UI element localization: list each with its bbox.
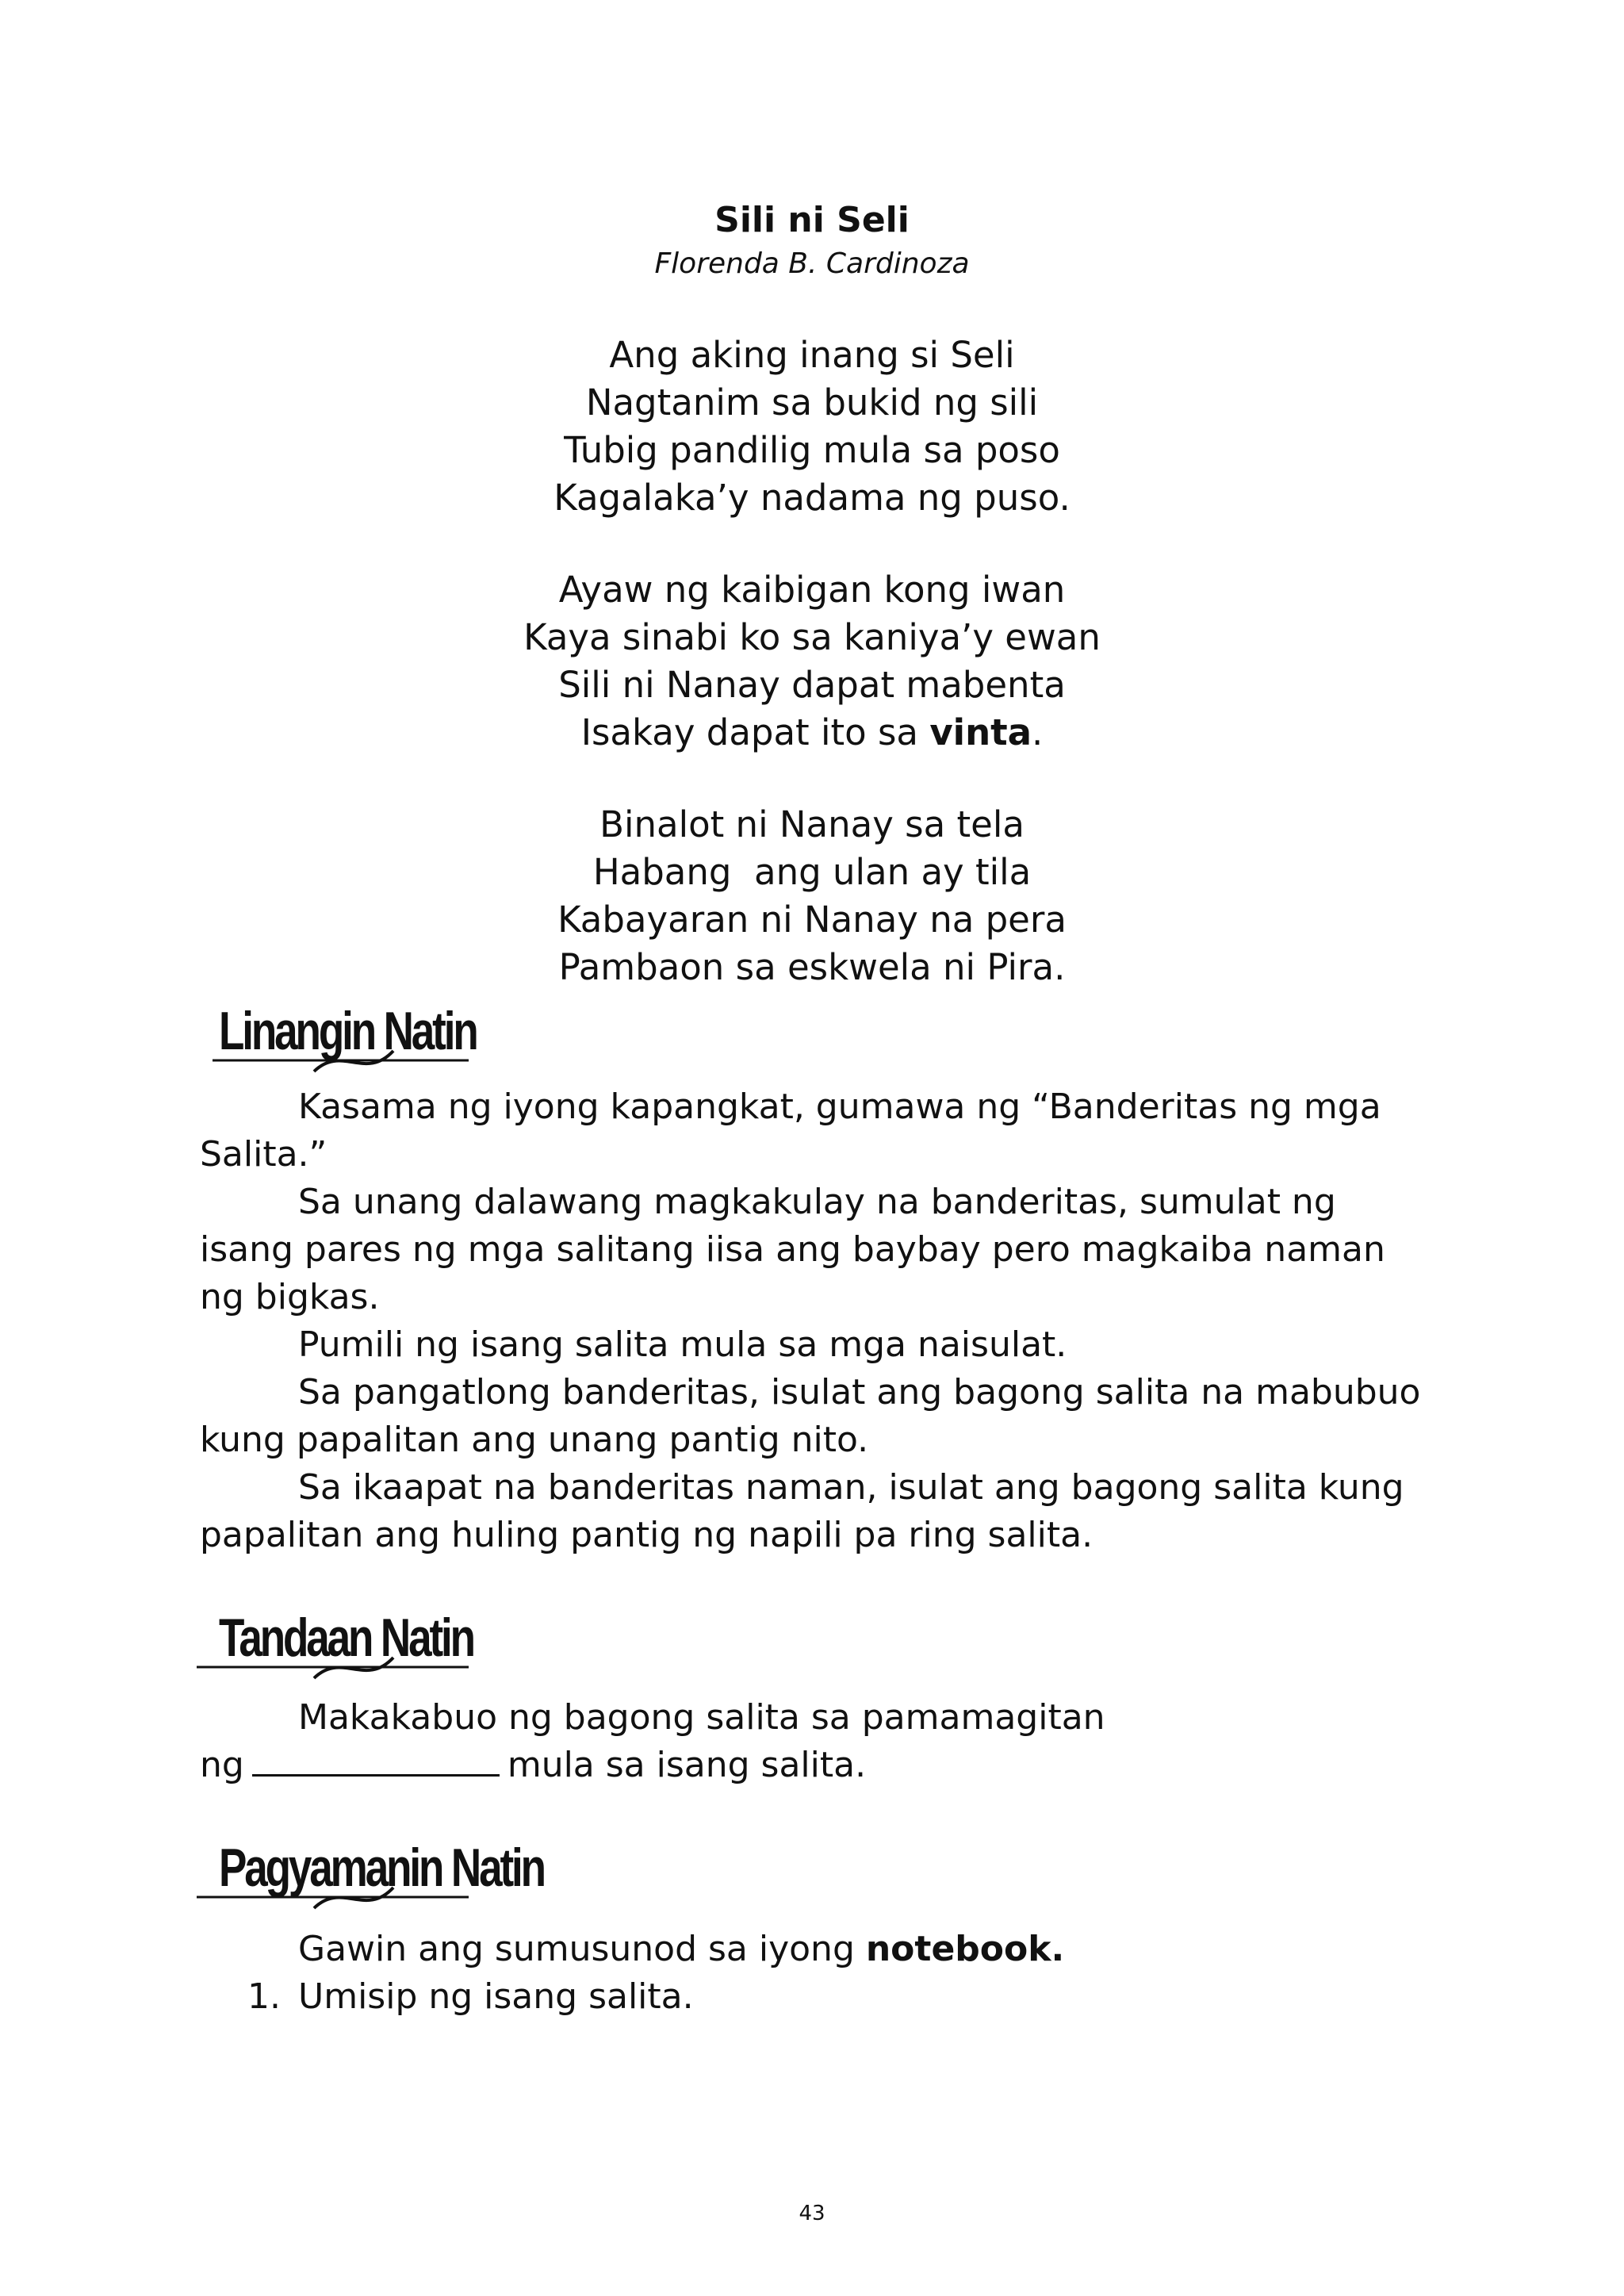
- poem-line-text: Isakay dapat ito sa: [580, 711, 930, 753]
- poem-stanza-2: [0, 566, 1624, 757]
- intro-bold: notebook.: [865, 1929, 1065, 1969]
- paragraph: Makakabuo ng bagong salita sa pamamagitan: [298, 1697, 1105, 1738]
- section-heading-text: Tandaan Natin: [219, 1608, 473, 1668]
- list-text: Umisip ng isang salita.: [298, 1976, 694, 2017]
- page-number: 43: [799, 2202, 825, 2225]
- poem-line-end: .: [1031, 711, 1044, 753]
- poem-line: [0, 709, 1624, 757]
- poem-line: Kagalaka’y nadama ng puso.: [553, 477, 1071, 519]
- poem-line: Nagtanim sa bukid ng sili: [585, 381, 1039, 424]
- paragraph: Pumili ng isang salita mula sa mga naisulat.: [298, 1324, 1067, 1365]
- poem-line: Ang aking inang si Seli: [609, 334, 1015, 376]
- text-before-blank: ng: [200, 1745, 244, 1785]
- pagyamanin-intro: [200, 1926, 1437, 1973]
- fill-in-line: [200, 1742, 1437, 1789]
- section-heading-text: Linangin Natin: [219, 1001, 477, 1061]
- paragraph: [200, 1926, 1437, 1973]
- poem-line: Kaya sinabi ko sa kaniya’y ewan: [523, 616, 1101, 658]
- poem-stanza-3: [0, 801, 1624, 991]
- list-item: [247, 1973, 694, 2021]
- poem-stanza-1: [0, 332, 1624, 522]
- paragraph: Kasama ng iyong kapangkat, gumawa ng “Banderitas ng mga Salita.”: [200, 1087, 1381, 1175]
- pagyamanin-heading: [195, 1824, 544, 1919]
- poem-line: Binalot ni Nanay sa tela: [599, 803, 1025, 845]
- poem-line: Ayaw ng kaibigan kong iwan: [558, 569, 1066, 611]
- poem-bold-word: vinta: [929, 711, 1032, 753]
- poem-line: Kabayaran ni Nanay na pera: [557, 899, 1067, 941]
- section-heading-text: Pagyamanin Natin: [219, 1838, 544, 1898]
- poem-line: Pambaon sa eskwela ni Pira.: [558, 946, 1066, 988]
- linangin-text: [200, 1083, 1437, 1559]
- tandaan-text: [200, 1694, 1437, 1789]
- paragraph: Sa ikaapat na banderitas naman, isulat ang bagong salita kung papalitan ang huling pantig ng napili pa ring salita.: [200, 1467, 1404, 1555]
- paragraph: Sa unang dalawang magkakulay na banderitas, sumulat ng isang pares ng mga salitang iisa ang baybay pero magkaiba naman ng bigkas.: [200, 1182, 1385, 1317]
- poem-line: Tubig pandilig mula sa poso: [564, 429, 1060, 471]
- poem-line: Habang ang ulan ay tila: [592, 851, 1032, 893]
- list-number: 1.: [247, 1976, 281, 2017]
- answer-blank[interactable]: [252, 1742, 500, 1777]
- tandaan-heading: [195, 1594, 481, 1689]
- text-after-blank: mula sa isang salita.: [507, 1745, 867, 1785]
- poem-line: Sili ni Nanay dapat mabenta: [558, 664, 1066, 706]
- instruction-list: [247, 1973, 694, 2021]
- poem-author: Florenda B. Cardinoza: [654, 247, 970, 280]
- paragraph: Sa pangatlong banderitas, isulat ang bagong salita na mabubuo kung papalitan ang unang pantig nito.: [200, 1372, 1421, 1460]
- linangin-heading: [195, 987, 481, 1083]
- poem-title: Sili ni Seli: [714, 200, 910, 240]
- intro-text: Gawin ang sumusunod sa iyong: [298, 1929, 866, 1969]
